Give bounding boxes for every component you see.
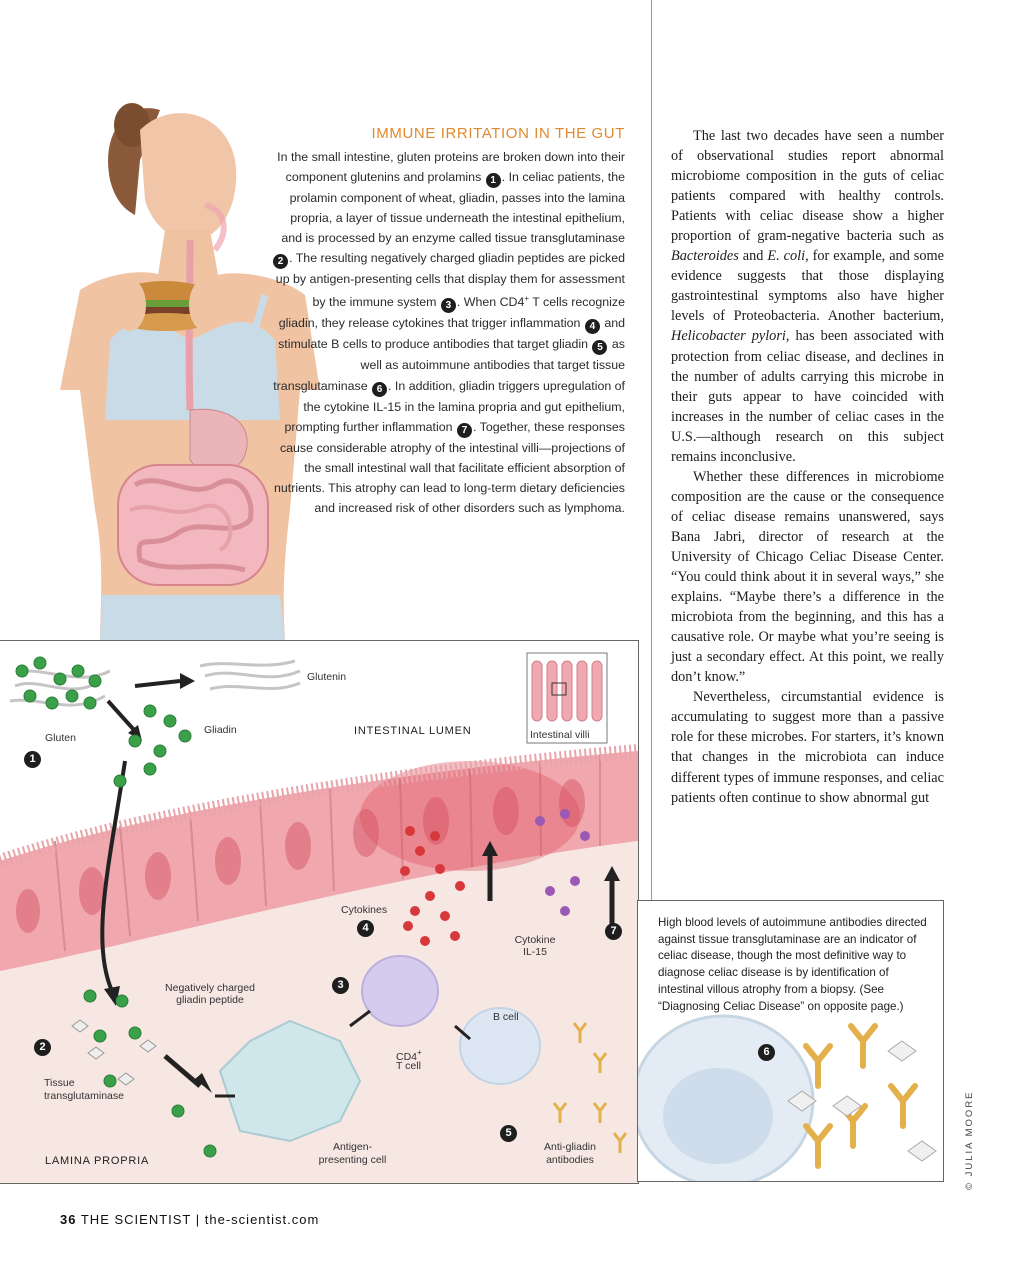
page-footer bbox=[60, 1212, 319, 1227]
glutenin-label: Glutenin bbox=[307, 671, 347, 683]
gluten-label: Gluten bbox=[45, 732, 76, 744]
cytokine-particle bbox=[560, 906, 570, 916]
column-rule bbox=[651, 0, 652, 900]
anti-gliadin-label-line2: antibodies bbox=[546, 1154, 594, 1166]
antibody-inset-box bbox=[637, 900, 944, 1182]
step-5-marker: 5 bbox=[500, 1125, 517, 1142]
cd4-sup: + bbox=[417, 1048, 422, 1057]
cytokine-particle bbox=[425, 891, 435, 901]
cytokine-particle bbox=[403, 921, 413, 931]
inset-caption: High blood levels of autoimmune antibodies directed against tissue transglutaminase are an indicator of celiac disease, though the most definitive way to diagnose celiac disease is by identification of intestinal villous atrophy from a biopsy. (See “Diagnosing Celiac Disease” on opposite page.) bbox=[658, 916, 927, 1013]
gliadin-particle bbox=[24, 690, 36, 702]
cytokine-particle bbox=[440, 911, 450, 921]
gliadin-particle bbox=[94, 1030, 106, 1042]
gliadin-particle bbox=[72, 665, 84, 677]
superscript: + bbox=[524, 294, 530, 304]
text-run: In the small intestine, gluten proteins are broken down into their component glutenins and prolamins bbox=[277, 150, 625, 185]
text-run: , has been associated with protection from celiac disease, and declines in the number of adults carrying this microbe in their guts appear to have coincided with increases in the number of celiac cases in the U.S.—although research on this subject remains inconclusive. bbox=[671, 328, 944, 465]
lamina-propria-label: LAMINA PROPRIA bbox=[45, 1155, 150, 1167]
cytokine-particle bbox=[435, 864, 445, 874]
article-paragraph bbox=[671, 126, 944, 467]
cd4-text: CD4 bbox=[396, 1051, 418, 1063]
gliadin-particle bbox=[144, 763, 156, 775]
text-run: . When CD4 bbox=[456, 295, 525, 310]
text-run: Whether these differences in microbiome composition are the cause or the consequence of celiac disease remains unanswered, says Bana Jabri, director of research at the University of Chicago Celiac Disease Center. “You could think about it in several ways,” she explains. “Maybe there’s a difference in the microbiota from the beginning, and this has a causative role. Or maybe what you’re seeing is just a secondary effect. At this point, we really don’t know.” bbox=[671, 468, 944, 686]
gliadin-particle bbox=[164, 715, 176, 727]
article-body bbox=[671, 126, 944, 808]
text-run: Nevertheless, circumstantial evidence is accumulating to suggest more than a passive role for these microbes. For starters, it’s known that changes in the microbiota can induce different types of immune responses, and celiac patients often continue to show abnormal gut bbox=[671, 689, 944, 806]
cytokines-label: Cytokines bbox=[341, 904, 388, 916]
gliadin-particle bbox=[179, 730, 191, 742]
gliadin-particle bbox=[129, 1027, 141, 1039]
text-run: , for example, and some evidence suggests that those displaying gastrointestinal symptoms also have higher levels of Proteobacteria. Another bacterium, bbox=[671, 248, 944, 325]
page-number: 36 bbox=[60, 1212, 77, 1227]
cytokine-particle bbox=[450, 931, 460, 941]
step-4-marker: 4 bbox=[357, 920, 374, 937]
gliadin-particle bbox=[89, 675, 101, 687]
step-number-badge: 1 bbox=[486, 173, 501, 188]
step-number-badge: 4 bbox=[585, 319, 600, 334]
inset-body-text bbox=[272, 147, 625, 518]
step-2-marker: 2 bbox=[34, 1039, 51, 1056]
gliadin-particle bbox=[46, 697, 58, 709]
text-run: . Together, these responses cause considerable atrophy of the intestinal villi—projections of the small intestinal wall that facilitate efficient absorption of nutrients. This atrophy can lead to long-term dietary deficiencies and increased risk of other disorders such as lymphoma. bbox=[273, 419, 625, 515]
cytokine-particle bbox=[535, 816, 545, 826]
intestinal-lumen-label: INTESTINAL LUMEN bbox=[354, 725, 472, 737]
gliadin-particle bbox=[144, 705, 156, 717]
cytokine-particle bbox=[400, 866, 410, 876]
cytokine-particle bbox=[410, 906, 420, 916]
neg-gliadin-label-line1: Negatively charged bbox=[165, 982, 255, 994]
intestinal-villi-label: Intestinal villi bbox=[530, 729, 590, 741]
gliadin-label: Gliadin bbox=[204, 724, 237, 736]
apc-label-line1: Antigen- bbox=[332, 1141, 373, 1153]
gliadin-particle bbox=[54, 673, 66, 685]
cytokine-il15-label-line1: Cytokine bbox=[514, 934, 556, 946]
illustration-credit: © JULIA MOORE bbox=[964, 1090, 975, 1190]
text-run: and bbox=[738, 248, 768, 265]
cytokine-particle bbox=[405, 826, 415, 836]
tissue-tg-label-line1: Tissue bbox=[44, 1077, 75, 1089]
step-6-marker: 6 bbox=[758, 1044, 775, 1061]
gliadin-particle bbox=[154, 745, 166, 757]
apc-label-line2: presenting cell bbox=[318, 1154, 387, 1166]
text-run: The last two decades have seen a number of observational studies report abnormal microbiome composition in the guts of celiac patients compared with healthy controls. Patients with celiac disease show a higher proportion of gram-negative bacteria such as bbox=[671, 128, 944, 245]
gliadin-particle bbox=[84, 697, 96, 709]
cytokine-particle bbox=[420, 936, 430, 946]
publication-name: THE SCIENTIST bbox=[80, 1212, 192, 1227]
gliadin-particle bbox=[204, 1145, 216, 1157]
inset-title: IMMUNE IRRITATION IN THE GUT bbox=[371, 125, 625, 142]
step-number-badge: 7 bbox=[457, 423, 472, 438]
footer-separator: | bbox=[195, 1212, 201, 1227]
step-number-badge: 5 bbox=[592, 340, 607, 355]
cytokine-particle bbox=[415, 846, 425, 856]
cytokine-particle bbox=[545, 886, 555, 896]
text-run: and stimulate B cells to produce antibodies that target gliadin bbox=[278, 316, 625, 352]
gliadin-particle bbox=[114, 775, 126, 787]
text-run: . The resulting negatively charged gliadin peptides are picked up by antigen-presenting cells that display them for assessment by the immune system bbox=[275, 251, 625, 310]
step-3-marker: 3 bbox=[332, 977, 349, 994]
gliadin-particle bbox=[104, 1075, 116, 1087]
step-1-marker: 1 bbox=[24, 751, 41, 768]
step-number-badge: 3 bbox=[441, 298, 456, 313]
gut-immune-diagram bbox=[0, 640, 639, 1184]
italic-term: E. coli bbox=[767, 248, 806, 265]
cytokine-particle bbox=[455, 881, 465, 891]
anti-gliadin-label-line1: Anti-gliadin bbox=[544, 1141, 596, 1153]
text-run: . In celiac patients, the prolamin component of wheat, gliadin, passes into the lamina propria, a layer of tissue underneath the intestinal epithelium, and is processed by an enzyme called tissue transglutaminase bbox=[281, 170, 625, 246]
cytokine-particle bbox=[580, 831, 590, 841]
step-7-marker: 7 bbox=[605, 923, 622, 940]
step-number-badge: 6 bbox=[372, 382, 387, 397]
gliadin-particle bbox=[172, 1105, 184, 1117]
article-paragraph bbox=[671, 687, 944, 807]
gliadin-particle bbox=[16, 665, 28, 677]
article-paragraph bbox=[671, 467, 944, 688]
cytokine-particle bbox=[430, 831, 440, 841]
step-number-badge: 2 bbox=[273, 254, 288, 269]
italic-term: Helicobacter pylori bbox=[671, 328, 786, 345]
gliadin-particle bbox=[66, 690, 78, 702]
gliadin-particle bbox=[84, 990, 96, 1002]
gliadin-particle bbox=[129, 735, 141, 747]
cytokine-particle bbox=[560, 809, 570, 819]
italic-term: Bacteroides bbox=[671, 248, 739, 265]
b-cell-label: B cell bbox=[493, 1011, 519, 1023]
publication-url[interactable]: the-scientist.com bbox=[204, 1212, 320, 1227]
cytokine-il15-label-line2: IL-15 bbox=[523, 946, 547, 958]
gliadin-particle bbox=[34, 657, 46, 669]
text-run: . In addition, gliadin triggers upregulation of the cytokine IL-15 in the lamina propria and gut epithelium, prompting further inflammation bbox=[284, 378, 625, 434]
cytokine-particle bbox=[570, 876, 580, 886]
cd4-label-line2: T cell bbox=[396, 1060, 421, 1072]
tissue-tg-label-line2: transglutaminase bbox=[44, 1090, 124, 1102]
gliadin-particle bbox=[116, 995, 128, 1007]
neg-gliadin-label-line2: gliadin peptide bbox=[176, 994, 244, 1006]
text-run: T cells recognize gliadin, they release cytokines that trigger inflammation bbox=[278, 295, 625, 331]
text-run: as well as autoimmune antibodies that target tissue transglutaminase bbox=[273, 337, 625, 393]
